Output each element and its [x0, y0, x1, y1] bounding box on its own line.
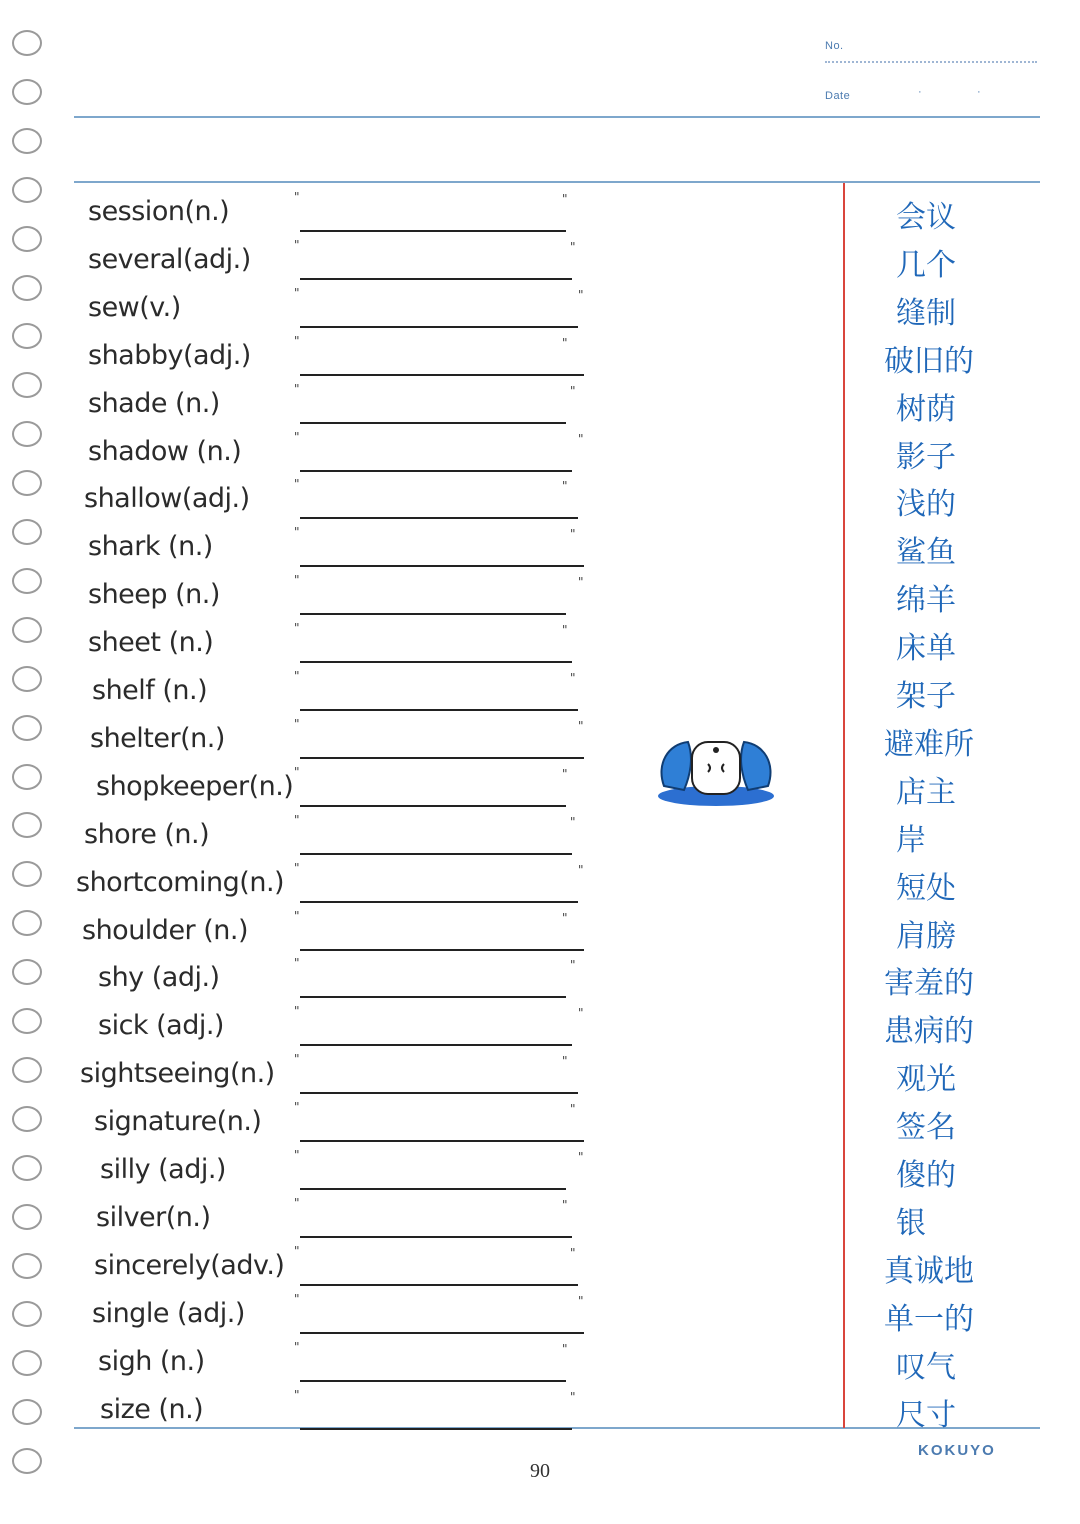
- quote-mark-open: ": [294, 1100, 300, 1115]
- quote-mark-open: ": [294, 1387, 300, 1402]
- quote-mark-open: ": [294, 190, 300, 204]
- vocab-term: shark (n.): [88, 531, 213, 563]
- binder-hole: [12, 1301, 42, 1327]
- vocab-term: several(adj.): [88, 243, 251, 275]
- quote-mark-close: ": [562, 910, 568, 925]
- binder-hole: [12, 323, 42, 349]
- answer-blank-line[interactable]: [300, 374, 584, 376]
- quote-mark-open: ": [294, 1004, 300, 1019]
- vocab-term: sew(v.): [88, 291, 181, 323]
- vocab-term: silly (adj.): [100, 1154, 226, 1185]
- quote-mark-close: ": [562, 1341, 568, 1356]
- binder-hole: [12, 666, 42, 692]
- binder-hole: [12, 1057, 42, 1083]
- chinese-meaning: 会议: [896, 200, 956, 235]
- chinese-meaning: 树荫: [896, 391, 956, 427]
- binder-hole: [12, 421, 42, 447]
- answer-blank-line[interactable]: [300, 565, 584, 567]
- quote-mark-close: ": [562, 1197, 568, 1212]
- header-rule: [74, 116, 1040, 118]
- vocab-term: sigh (n.): [98, 1345, 205, 1377]
- chinese-meaning: 店主: [896, 774, 956, 810]
- quote-mark-open: ": [294, 621, 300, 636]
- quote-mark-open: ": [294, 956, 300, 971]
- binder-hole: [12, 715, 42, 741]
- answer-blank-line[interactable]: [300, 853, 572, 855]
- binder-holes: [10, 30, 50, 1490]
- chinese-meaning: 签名: [896, 1110, 956, 1146]
- answer-blank-line[interactable]: [300, 1092, 578, 1094]
- answer-blank-line[interactable]: [300, 1380, 566, 1382]
- top-rule: [74, 181, 1040, 183]
- chinese-meaning: 肩膀: [896, 918, 956, 954]
- quote-mark-open: ": [294, 669, 300, 683]
- chinese-meaning: 患病的: [884, 1014, 974, 1050]
- chinese-meaning: 尺寸: [896, 1397, 956, 1433]
- vocab-term: shelf (n.): [92, 675, 208, 706]
- chinese-meaning: 绵羊: [896, 583, 956, 619]
- quote-mark-close: ": [570, 958, 576, 973]
- chinese-meaning: 架子: [896, 679, 956, 714]
- answer-blank-line[interactable]: [300, 996, 566, 998]
- chinese-meaning: 短处: [896, 870, 956, 906]
- answer-blank-line[interactable]: [300, 805, 566, 807]
- chinese-meaning: 真诚地: [884, 1253, 974, 1289]
- vocab-term: sheep (n.): [88, 579, 220, 611]
- vocab-term: shelter(n.): [90, 722, 225, 754]
- binder-hole: [12, 1399, 42, 1425]
- answer-blank-line[interactable]: [300, 1044, 572, 1046]
- binder-hole: [12, 372, 42, 398]
- binder-hole: [12, 1350, 42, 1376]
- binder-hole: [12, 275, 42, 301]
- quote-mark-open: ": [294, 1339, 300, 1354]
- chinese-meaning: 影子: [896, 439, 956, 475]
- quote-mark-open: ": [294, 1052, 300, 1067]
- binder-hole: [12, 1008, 42, 1034]
- quote-mark-close: ": [578, 718, 584, 733]
- quote-mark-close: ": [570, 239, 576, 254]
- vocab-term: silver(n.): [96, 1201, 211, 1233]
- bird-sticker-icon: [654, 724, 778, 808]
- binder-hole: [12, 519, 42, 545]
- answer-blank-line[interactable]: [300, 1284, 578, 1286]
- date-dot: ·: [977, 86, 982, 98]
- quote-mark-close: ": [578, 431, 584, 446]
- vocab-term: sick (adj.): [98, 1010, 224, 1042]
- answer-blank-line[interactable]: [300, 1140, 584, 1142]
- quote-mark-close: ": [562, 479, 568, 494]
- quote-mark-open: ": [294, 812, 300, 827]
- chinese-meaning: 傻的: [896, 1158, 956, 1193]
- binder-hole: [12, 30, 42, 56]
- quote-mark-close: ": [578, 862, 584, 877]
- answer-blank-line[interactable]: [300, 470, 572, 472]
- answer-blank-line[interactable]: [300, 1188, 566, 1190]
- binder-hole: [12, 764, 42, 790]
- no-label: No.: [825, 40, 844, 52]
- answer-blank-line[interactable]: [300, 661, 572, 663]
- quote-mark-close: ": [570, 814, 576, 829]
- answer-blank-line[interactable]: [300, 1428, 572, 1430]
- vocab-term: sincerely(adv.): [94, 1249, 285, 1281]
- chinese-meaning: 鲨鱼: [896, 535, 956, 571]
- vocab-term: shadow (n.): [88, 435, 242, 467]
- binder-hole: [12, 1253, 42, 1279]
- binder-hole: [12, 226, 42, 252]
- vocab-term: shoulder (n.): [82, 914, 249, 946]
- quote-mark-open: ": [294, 429, 300, 444]
- vocab-term: shy (adj.): [98, 962, 220, 994]
- quote-mark-open: ": [294, 333, 300, 348]
- vocab-term: shortcoming(n.): [76, 866, 285, 898]
- red-margin-line: [843, 183, 845, 1428]
- answer-blank-line[interactable]: [300, 230, 566, 232]
- binder-hole: [12, 1106, 42, 1132]
- quote-mark-close: ": [570, 1245, 576, 1260]
- quote-mark-close: ": [578, 575, 584, 590]
- quote-mark-open: ": [294, 716, 300, 731]
- answer-blank-line[interactable]: [300, 517, 578, 519]
- binder-hole: [12, 910, 42, 936]
- quote-mark-close: ": [570, 1102, 576, 1117]
- binder-hole: [12, 861, 42, 887]
- quote-mark-open: ": [294, 764, 300, 779]
- answer-blank-line[interactable]: [300, 709, 578, 711]
- binder-hole: [12, 959, 42, 985]
- vocab-term: sightseeing(n.): [80, 1058, 275, 1090]
- quote-mark-close: ": [562, 335, 568, 350]
- chinese-meaning: 几个: [896, 247, 956, 283]
- binder-hole: [12, 617, 42, 643]
- no-dotted-line: [825, 61, 1037, 63]
- chinese-meaning: 床单: [896, 631, 956, 667]
- binder-hole: [12, 1155, 42, 1181]
- answer-blank-line[interactable]: [300, 278, 572, 280]
- date-label: Date: [825, 90, 851, 102]
- quote-mark-close: ": [570, 1389, 576, 1404]
- quote-mark-close: ": [570, 527, 576, 542]
- binder-hole: [12, 1204, 42, 1230]
- chinese-meaning: 避难所: [884, 726, 974, 762]
- quote-mark-open: ": [294, 1243, 300, 1258]
- vocab-term: shabby(adj.): [88, 339, 251, 371]
- vocab-term: shade (n.): [88, 387, 220, 419]
- chinese-meaning: 观光: [896, 1062, 956, 1098]
- answer-blank-line[interactable]: [300, 901, 578, 903]
- quote-mark-close: ": [562, 623, 568, 638]
- binder-hole: [12, 79, 42, 105]
- quote-mark-open: ": [294, 285, 300, 300]
- vocab-term: signature(n.): [94, 1106, 262, 1138]
- quote-mark-open: ": [294, 237, 300, 252]
- chinese-meaning: 破旧的: [884, 343, 974, 379]
- quote-mark-open: ": [294, 1291, 300, 1306]
- quote-mark-open: ": [294, 1195, 300, 1210]
- vocab-term: shopkeeper(n.): [96, 770, 294, 802]
- quote-mark-close: ": [570, 383, 576, 398]
- vocab-term: size (n.): [100, 1393, 204, 1425]
- chinese-meaning: 岸: [896, 822, 926, 858]
- quote-mark-close: ": [562, 766, 568, 781]
- answer-blank-line[interactable]: [300, 422, 566, 424]
- answer-blank-line[interactable]: [300, 613, 566, 615]
- vocab-term: session(n.): [88, 196, 230, 227]
- brand-logo: KOKUYO: [918, 1442, 996, 1459]
- chinese-meaning: 缝制: [896, 295, 956, 331]
- quote-mark-open: ": [294, 860, 300, 875]
- binder-hole: [12, 568, 42, 594]
- answer-blank-line[interactable]: [300, 757, 584, 759]
- quote-mark-close: ": [578, 1150, 584, 1164]
- vocab-term: shore (n.): [84, 818, 210, 850]
- quote-mark-close: ": [562, 192, 568, 206]
- binder-hole: [12, 128, 42, 154]
- quote-mark-close: ": [570, 671, 576, 685]
- vocab-term: shallow(adj.): [84, 483, 250, 515]
- quote-mark-close: ": [562, 1054, 568, 1069]
- vocab-term: single (adj.): [92, 1297, 245, 1329]
- answer-blank-line[interactable]: [300, 949, 584, 951]
- binder-hole: [12, 812, 42, 838]
- answer-blank-line[interactable]: [300, 1236, 572, 1238]
- chinese-meaning: 单一的: [884, 1301, 974, 1337]
- quote-mark-open: ": [294, 908, 300, 923]
- binder-hole: [12, 177, 42, 203]
- answer-blank-line[interactable]: [300, 326, 578, 328]
- quote-mark-close: ": [578, 287, 584, 302]
- quote-mark-open: ": [294, 573, 300, 588]
- quote-mark-close: ": [578, 1293, 584, 1308]
- quote-mark-open: ": [294, 477, 300, 492]
- chinese-meaning: 叹气: [896, 1349, 956, 1385]
- binder-hole: [12, 470, 42, 496]
- page-number: 90: [530, 1460, 550, 1482]
- quote-mark-open: ": [294, 381, 300, 396]
- chinese-meaning: 害羞的: [884, 966, 974, 1002]
- date-dot: ·: [918, 86, 923, 98]
- quote-mark-close: ": [578, 1006, 584, 1021]
- quote-mark-open: ": [294, 525, 300, 540]
- answer-blank-line[interactable]: [300, 1332, 584, 1334]
- chinese-meaning: 浅的: [896, 487, 956, 523]
- quote-mark-open: ": [294, 1148, 300, 1162]
- vocab-term: sheet (n.): [88, 627, 214, 659]
- chinese-meaning: 银: [896, 1205, 926, 1241]
